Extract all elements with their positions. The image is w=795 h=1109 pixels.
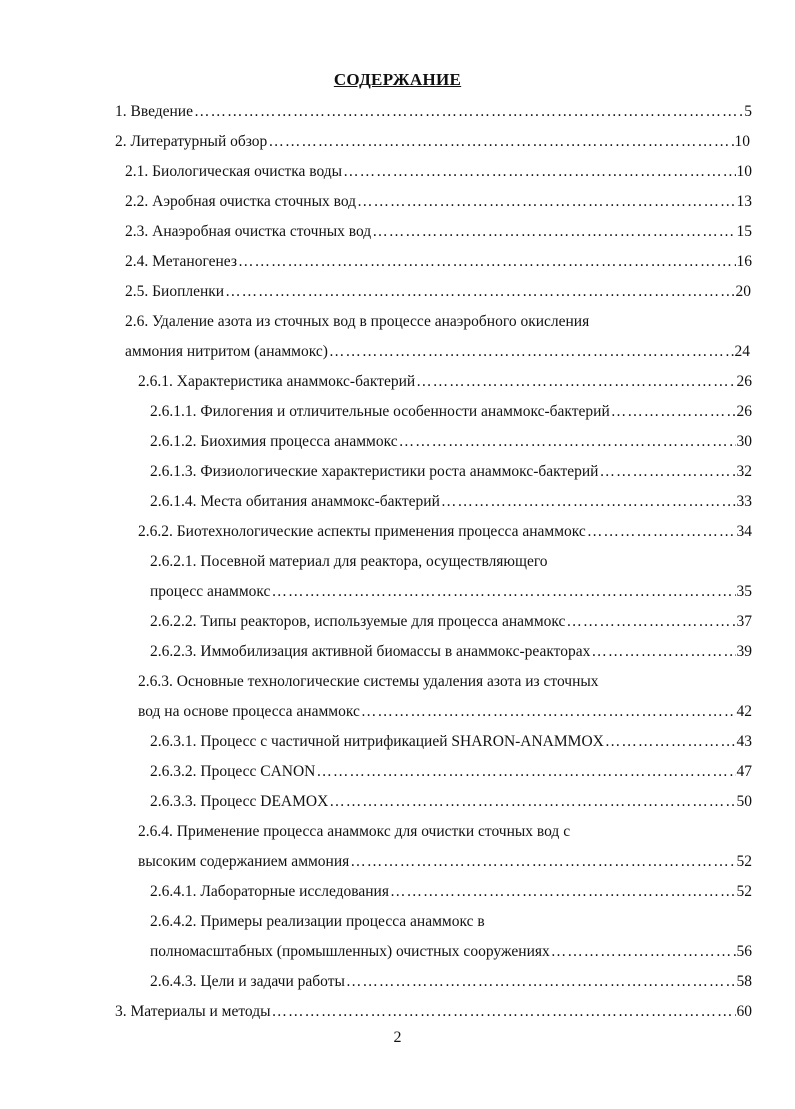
toc-entry-title: полномасштабных (промышленных) очистных сооружениях xyxy=(150,943,550,960)
toc-entry xyxy=(125,336,750,362)
toc-entry-title: 1. Введение xyxy=(115,103,193,120)
toc-entry-page: 39 xyxy=(736,643,752,660)
toc-entry-title: 2.3. Анаэробная очистка сточных вод xyxy=(125,223,372,240)
toc-entry xyxy=(150,906,750,932)
toc-entry-page: 26 xyxy=(736,403,752,420)
toc-entry xyxy=(150,786,752,812)
toc-entry-title: 2.6.3.2. Процесс CANON xyxy=(150,763,316,780)
toc-entry xyxy=(138,846,752,872)
toc-entry xyxy=(138,696,752,722)
toc-entry-title: аммония нитритом (анаммокс) xyxy=(125,343,328,360)
toc-entry-title: 2.6.2. Биотехнологические аспекты применения процесса анаммокс xyxy=(138,523,586,540)
toc-entry-title: 2.6.1.1. Филогения и отличительные особенности анаммокс-бактерий xyxy=(150,403,610,420)
toc-entry xyxy=(150,576,752,602)
page-number: 2 xyxy=(393,1029,402,1046)
toc-entry-title: 2.6.3.1. Процесс с частичной нитрификацией SHARON-ANAMMOX xyxy=(150,733,604,750)
toc-entry-title: 2.6.3.3. Процесс DEAMOX xyxy=(150,793,329,810)
toc-entry-page: 10 xyxy=(734,133,750,150)
leader-dots xyxy=(551,942,736,962)
toc-entry xyxy=(150,396,752,422)
toc-entry-page: 47 xyxy=(736,763,752,780)
toc-entry-title: процесс анаммокс xyxy=(150,583,271,600)
toc-entry-title: 2.6.2.1. Посевной материал для реактора, осуществляющего xyxy=(150,553,548,570)
toc-entry xyxy=(125,186,752,212)
toc-entry-page: 35 xyxy=(736,583,752,600)
toc-entry xyxy=(150,426,752,452)
leader-dots xyxy=(566,612,735,632)
toc-entry-page: 13 xyxy=(736,193,752,210)
toc-entry xyxy=(138,666,738,692)
toc-entry-title: вод на основе процесса анаммокс xyxy=(138,703,360,720)
toc-entry-page: 33 xyxy=(736,493,752,510)
toc-entry xyxy=(115,126,750,152)
toc-entry xyxy=(150,636,752,662)
toc-entry-page: 37 xyxy=(736,613,752,630)
leader-dots xyxy=(194,102,743,122)
toc-entry-title: высоким содержанием аммония xyxy=(138,853,350,870)
toc-entry-page: 10 xyxy=(736,163,752,180)
toc-entry-title: 2.1. Биологическая очистка воды xyxy=(125,163,343,180)
leader-dots xyxy=(329,792,735,812)
toc-entry-title: 2.6.3. Основные технологические системы удаления азота из сточных xyxy=(138,673,599,690)
leader-dots xyxy=(599,462,735,482)
leader-dots xyxy=(316,762,735,782)
toc-entry-page: 52 xyxy=(736,853,752,870)
toc-entry-title: 2.6. Удаление азота из сточных вод в процессе анаэробного окисления xyxy=(125,313,590,330)
leader-dots xyxy=(357,192,735,212)
leader-dots xyxy=(605,732,736,752)
toc-entry xyxy=(125,276,751,302)
toc-entry xyxy=(150,876,752,902)
toc-entry-title: 2. Литературный обзор xyxy=(115,133,268,150)
toc-entry-page: 43 xyxy=(736,733,752,750)
toc-entry xyxy=(125,306,745,332)
leader-dots xyxy=(272,1002,736,1022)
toc-entry-title: 2.6.1. Характеристика анаммокс-бактерий xyxy=(138,373,416,390)
toc-entry-page: 20 xyxy=(735,283,751,300)
toc-entry-page: 42 xyxy=(736,703,752,720)
leader-dots xyxy=(329,342,734,362)
toc-entry xyxy=(115,96,752,122)
toc-entry-page: 32 xyxy=(736,463,752,480)
toc-entry-page: 16 xyxy=(736,253,752,270)
leader-dots xyxy=(416,372,735,392)
toc-entry-page: 34 xyxy=(736,523,752,540)
leader-dots xyxy=(271,582,735,602)
toc-entry-page: 56 xyxy=(736,943,752,960)
toc-entry xyxy=(138,816,738,842)
toc-entry xyxy=(138,366,752,392)
leader-dots xyxy=(361,702,736,722)
toc-entry xyxy=(125,216,752,242)
leader-dots xyxy=(225,282,734,302)
leader-dots xyxy=(587,522,736,542)
toc-entry-title: 2.6.4.2. Примеры реализации процесса анаммокс в xyxy=(150,913,485,930)
toc-entry-title: 2.6.4. Применение процесса анаммокс для очистки сточных вод с xyxy=(138,823,571,840)
toc-entry xyxy=(150,726,752,752)
toc-entry xyxy=(115,996,752,1022)
toc-entry-title: 2.6.4.3. Цели и задачи работы xyxy=(150,973,345,990)
toc-entry-page: 26 xyxy=(736,373,752,390)
leader-dots xyxy=(611,402,736,422)
leader-dots xyxy=(390,882,736,902)
leader-dots xyxy=(268,132,733,152)
toc-entry xyxy=(150,966,752,992)
leader-dots xyxy=(238,252,736,272)
toc-entry-page: 15 xyxy=(736,223,752,240)
toc-entry-page: 50 xyxy=(736,793,752,810)
toc-entry xyxy=(125,246,752,272)
leader-dots xyxy=(399,432,736,452)
toc-entry xyxy=(150,606,752,632)
toc-entry-page: 24 xyxy=(734,343,750,360)
leader-dots xyxy=(372,222,735,242)
toc-entry-page: 60 xyxy=(736,1003,752,1020)
leader-dots xyxy=(441,492,736,512)
toc-entry-page: 30 xyxy=(736,433,752,450)
toc-entry-page: 58 xyxy=(736,973,752,990)
leader-dots xyxy=(591,642,735,662)
toc-entry-title: 2.6.2.2. Типы реакторов, используемые для процесса анаммокс xyxy=(150,613,566,630)
toc-entry xyxy=(138,516,752,542)
leader-dots xyxy=(346,972,736,992)
toc-entry-title: 3. Материалы и методы xyxy=(115,1003,271,1020)
page-title: СОДЕРЖАНИЕ xyxy=(333,70,462,89)
leader-dots xyxy=(350,852,735,872)
toc-entry xyxy=(150,486,752,512)
toc-entry xyxy=(125,156,752,182)
toc-entry-title: 2.4. Метаногенез xyxy=(125,253,237,270)
toc-entry-page: 52 xyxy=(736,883,752,900)
toc-entry-title: 2.6.1.4. Места обитания анаммокс-бактерий xyxy=(150,493,440,510)
leader-dots xyxy=(343,162,735,182)
toc-entry xyxy=(150,756,752,782)
toc-entry-title: 2.2. Аэробная очистка сточных вод xyxy=(125,193,357,210)
toc-entry-title: 2.6.1.3. Физиологические характеристики роста анаммокс-бактерий xyxy=(150,463,599,480)
toc-entry-title: 2.6.1.2. Биохимия процесса анаммокс xyxy=(150,433,398,450)
toc-entry-title: 2.6.2.3. Иммобилизация активной биомассы в анаммокс-реакторах xyxy=(150,643,591,660)
toc-entry-title: 2.5. Биопленки xyxy=(125,283,225,300)
toc-entry xyxy=(150,546,750,572)
toc-entry-page: 5 xyxy=(744,103,752,120)
toc-entry-title: 2.6.4.1. Лабораторные исследования xyxy=(150,883,389,900)
toc-entry xyxy=(150,456,752,482)
toc-entry xyxy=(150,936,752,962)
